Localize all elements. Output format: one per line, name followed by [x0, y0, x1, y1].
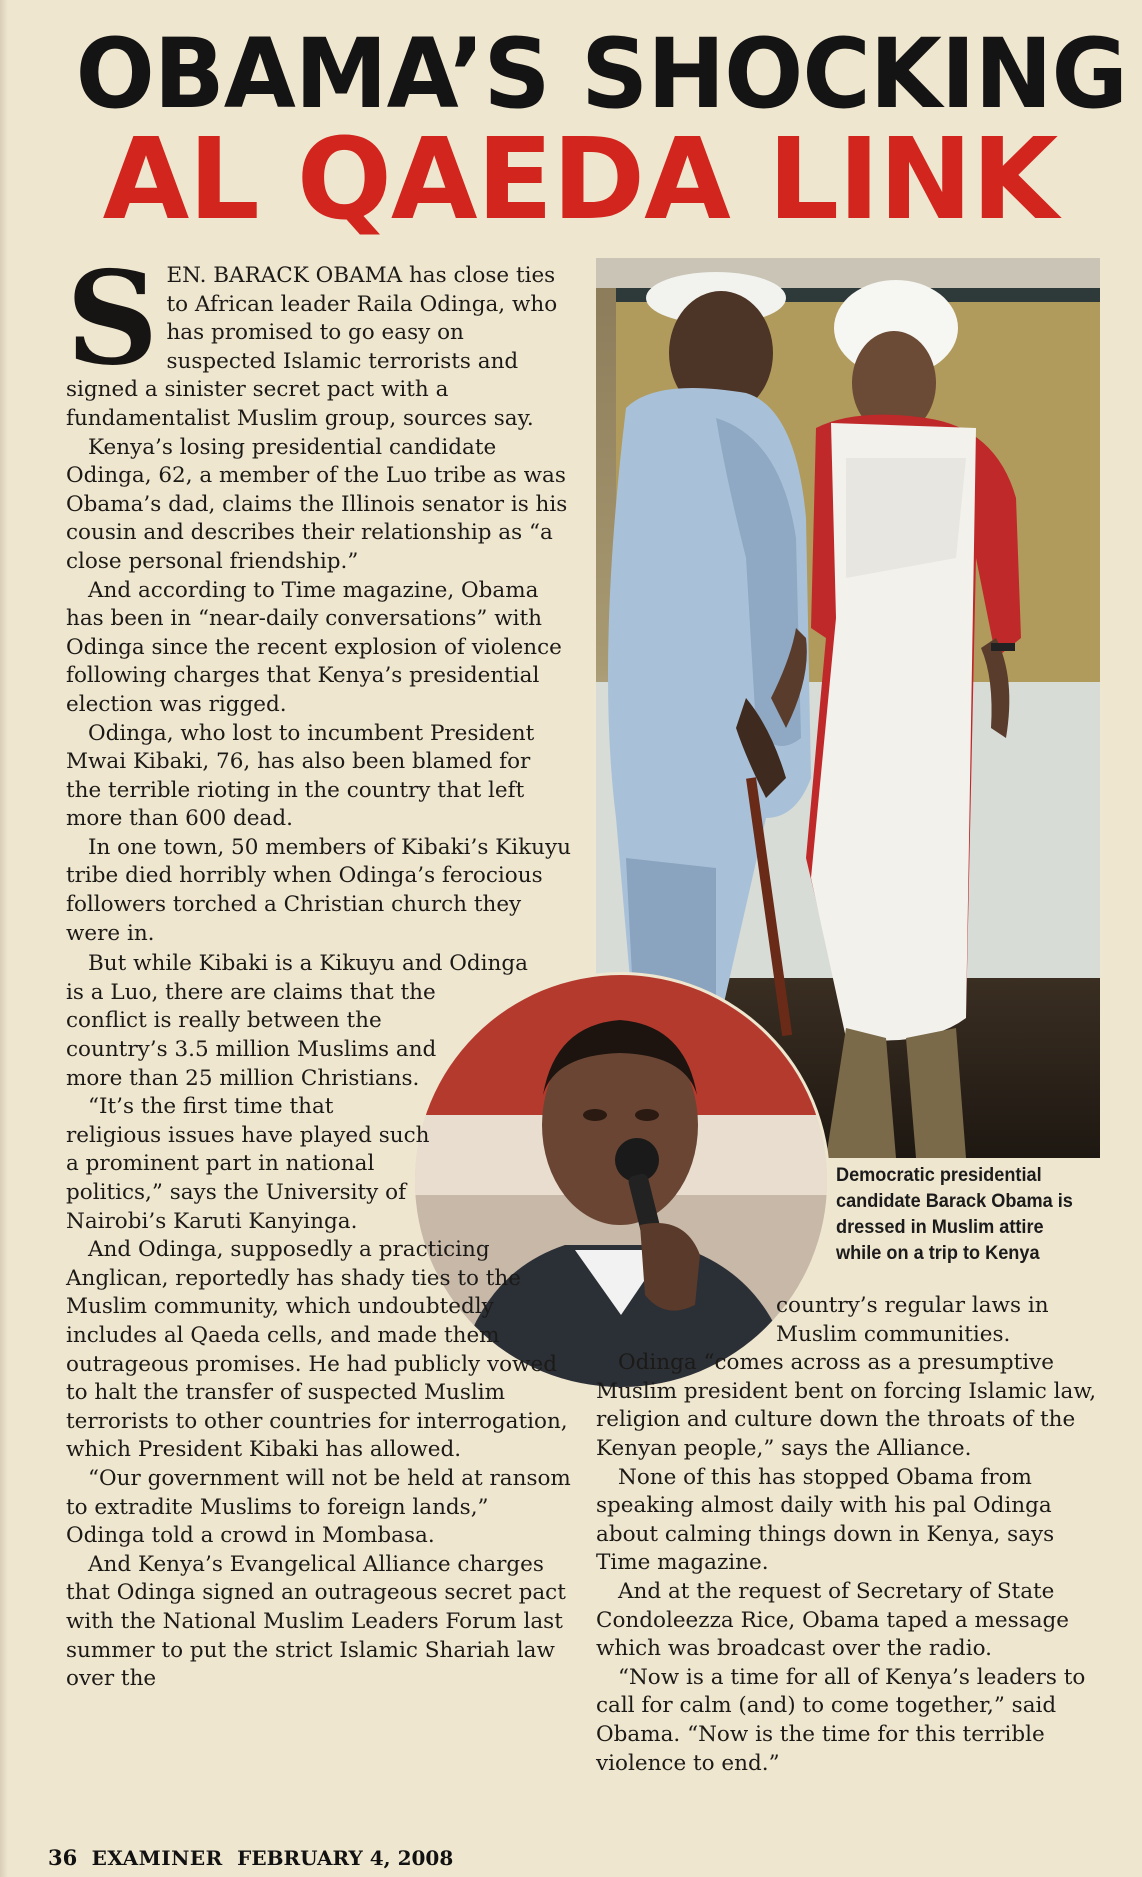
paragraph: “Now is a time for all of Kenya’s leaders to call for calm (and) to come together,” said Obama. “Now is the time for this terrible violence to end.”	[596, 1664, 1086, 1776]
paragraph: And Odinga, supposedly a practicing Anglican, reportedly has shady ties to the Muslim community, which undoubtedly includes al Qaeda cells, and made them outrageous promises. He had publicly vowed to halt the transfer of suspected Muslim terrorists to other countries for interrogation, which President Kibaki has allowed.	[66, 1237, 568, 1463]
paper-edge	[0, 0, 8, 1877]
article-right-column	[596, 1292, 1100, 1778]
paragraph: In one town, 50 members of Kibaki’s Kikuyu tribe died horribly when Odinga’s ferocious followers torched a Christian church they were in.	[66, 834, 572, 946]
headline-line-2: AL QAEDA LINK	[102, 115, 1058, 245]
paragraph: None of this has stopped Obama from speaking almost daily with his pal Odinga about calming things down in Kenya, says Time magazine.	[596, 1464, 1055, 1576]
article-left-column	[66, 244, 572, 1694]
paragraph: But while Kibaki is a Kikuyu and Odinga is a Luo, there are claims that the conflict is really between the country’s 3.5 million Muslims and more than 25 million Christians.	[66, 951, 528, 1091]
paragraph: country’s regular laws in Muslim communities.	[776, 1293, 1049, 1347]
paragraph: EN. BARACK OBAMA has close ties to African leader Raila Odinga, who has promised to go easy on suspected Islamic terrorists and signed a sinister secret pact with a fundamentalist Muslim group, sources say.	[66, 263, 558, 431]
paragraph: And Kenya’s Evangelical Alliance charges that Odinga signed an outrageous secret pact with the National Muslim Leaders Forum last summer to put the strict Islamic Shariah law over the	[66, 1551, 566, 1692]
paragraph: “It’s the first time that religious issues have played such a prominent part in national politics,” says the University of Nairobi’s Karuti Kanyinga.	[66, 1094, 430, 1234]
paragraph: Odinga “comes across as a presumptive Muslim president bent on forcing Islamic law, religion and culture down the throats of the Kenyan people,” says the Alliance.	[596, 1350, 1097, 1461]
page-number: 36	[48, 1845, 78, 1870]
paragraph: Odinga, who lost to incumbent President Mwai Kibaki, 76, has also been blamed for the terrible rioting in the country that left more than 600 dead.	[66, 720, 535, 832]
headline-line-1: OBAMA’S SHOCKING	[75, 18, 1128, 130]
paragraph: And at the request of Secretary of State Condoleezza Rice, Obama taped a message which was broadcast over the radio.	[596, 1578, 1069, 1662]
publication-date: FEBRUARY 4, 2008	[237, 1846, 454, 1870]
publication-name: EXAMINER	[91, 1846, 223, 1870]
paragraph: And according to Time magazine, Obama has been in “near-daily conversations” with Odinga since the recent explosion of violence following charges that Kenya’s presidential election was rigged.	[66, 577, 562, 717]
paragraph: Kenya’s losing presidential candidate Odinga, 62, a member of the Luo tribe as was Obama’s dad, claims the Illinois senator is his cousin and describes their relationship as “a close personal friendship.”	[66, 434, 568, 574]
photo-caption: Democratic presidential candidate Barack Obama is dressed in Muslim attire while on a trip to Kenya	[836, 1164, 1073, 1264]
drop-cap: S	[66, 244, 159, 394]
page-footer	[48, 1845, 1108, 1870]
paragraph: “Our government will not be held at ransom to extradite Muslims to foreign lands,” Odinga told a crowd in Mombasa.	[66, 1465, 571, 1549]
